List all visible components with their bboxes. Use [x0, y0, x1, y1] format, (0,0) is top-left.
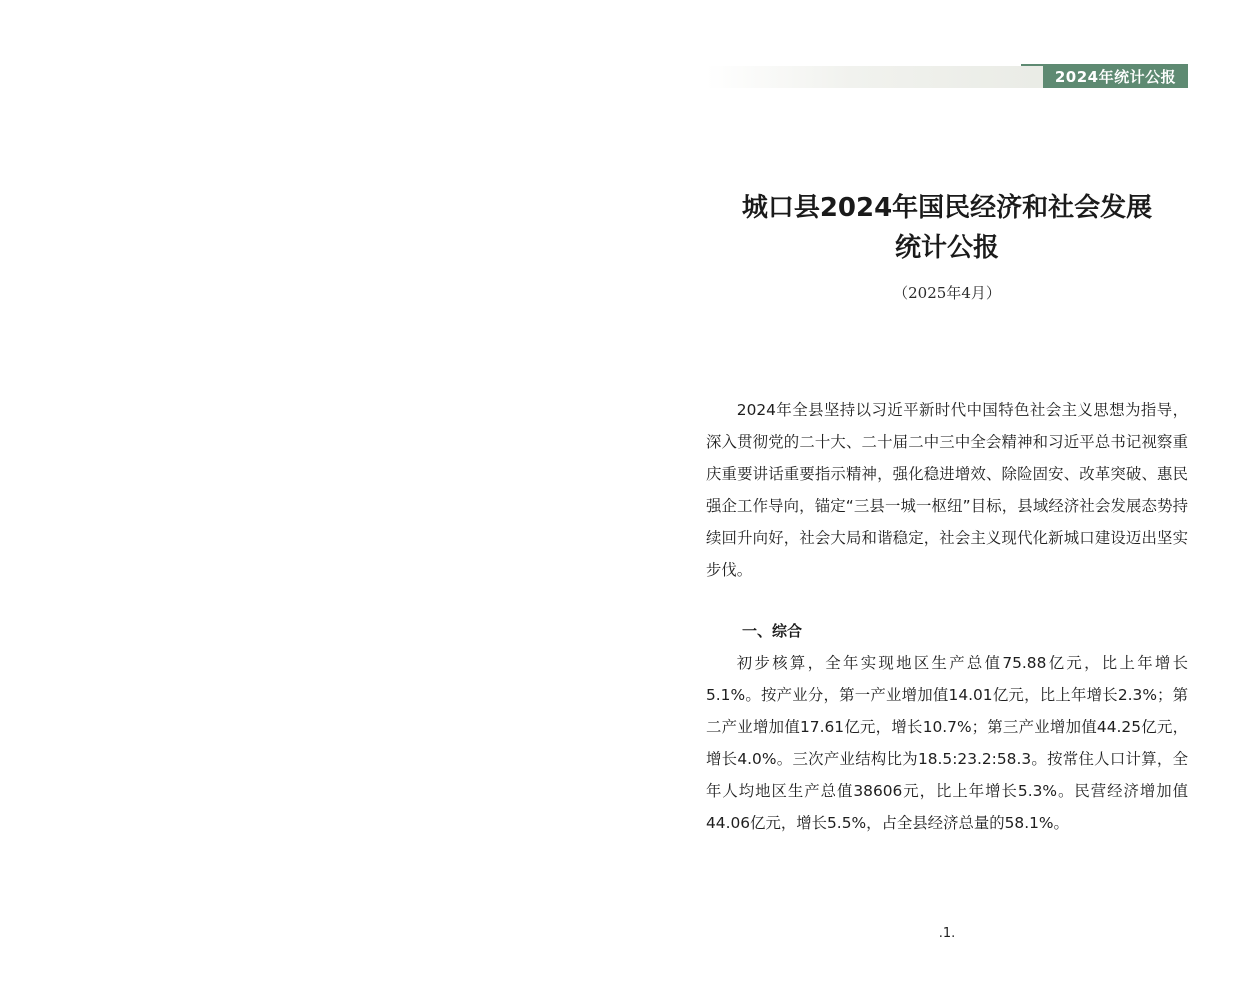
title-line-1: 城口县2024年国民经济和社会发展: [741, 193, 1153, 223]
title-line-2: 统计公报: [894, 233, 999, 263]
section-heading-overview: 一、综合: [742, 622, 803, 640]
page-number: .1.: [938, 926, 956, 941]
section-paragraph-overview: 初步核算，全年实现地区生产总值75.88亿元，比上年增长5.1%。按产业分，第一产业增加值14.01亿元，比上年增长2.3%；第二产业增加值17.61亿元，增长10.7%；第三产业增加值44.25亿元，增长4.0%。三次产业结构比为18.5:23.2:58.3。按常住人口计算，全年人均地区生产总值38606元，比上年增长5.3%。民营经济增加值44.06亿元，增长5.5%，占全县经济总量的58.1%。: [706, 654, 1188, 832]
header-tag: 2024年统计公报: [1043, 66, 1188, 88]
publication-date: （2025年4月）: [893, 284, 1001, 302]
document-title: [706, 188, 1188, 268]
intro-paragraph: 2024年全县坚持以习近平新时代中国特色社会主义思想为指导，深入贯彻党的二十大、二十届二中三中全会精神和习近平总书记视察重庆重要讲话重要指示精神，强化稳进增效、除险固安、改革突破、惠民强企工作导向，锚定“三县一城一枢纽”目标，县域经济社会发展态势持续回升向好，社会大局和谐稳定，社会主义现代化新城口建设迈出坚实步伐。: [706, 401, 1188, 579]
